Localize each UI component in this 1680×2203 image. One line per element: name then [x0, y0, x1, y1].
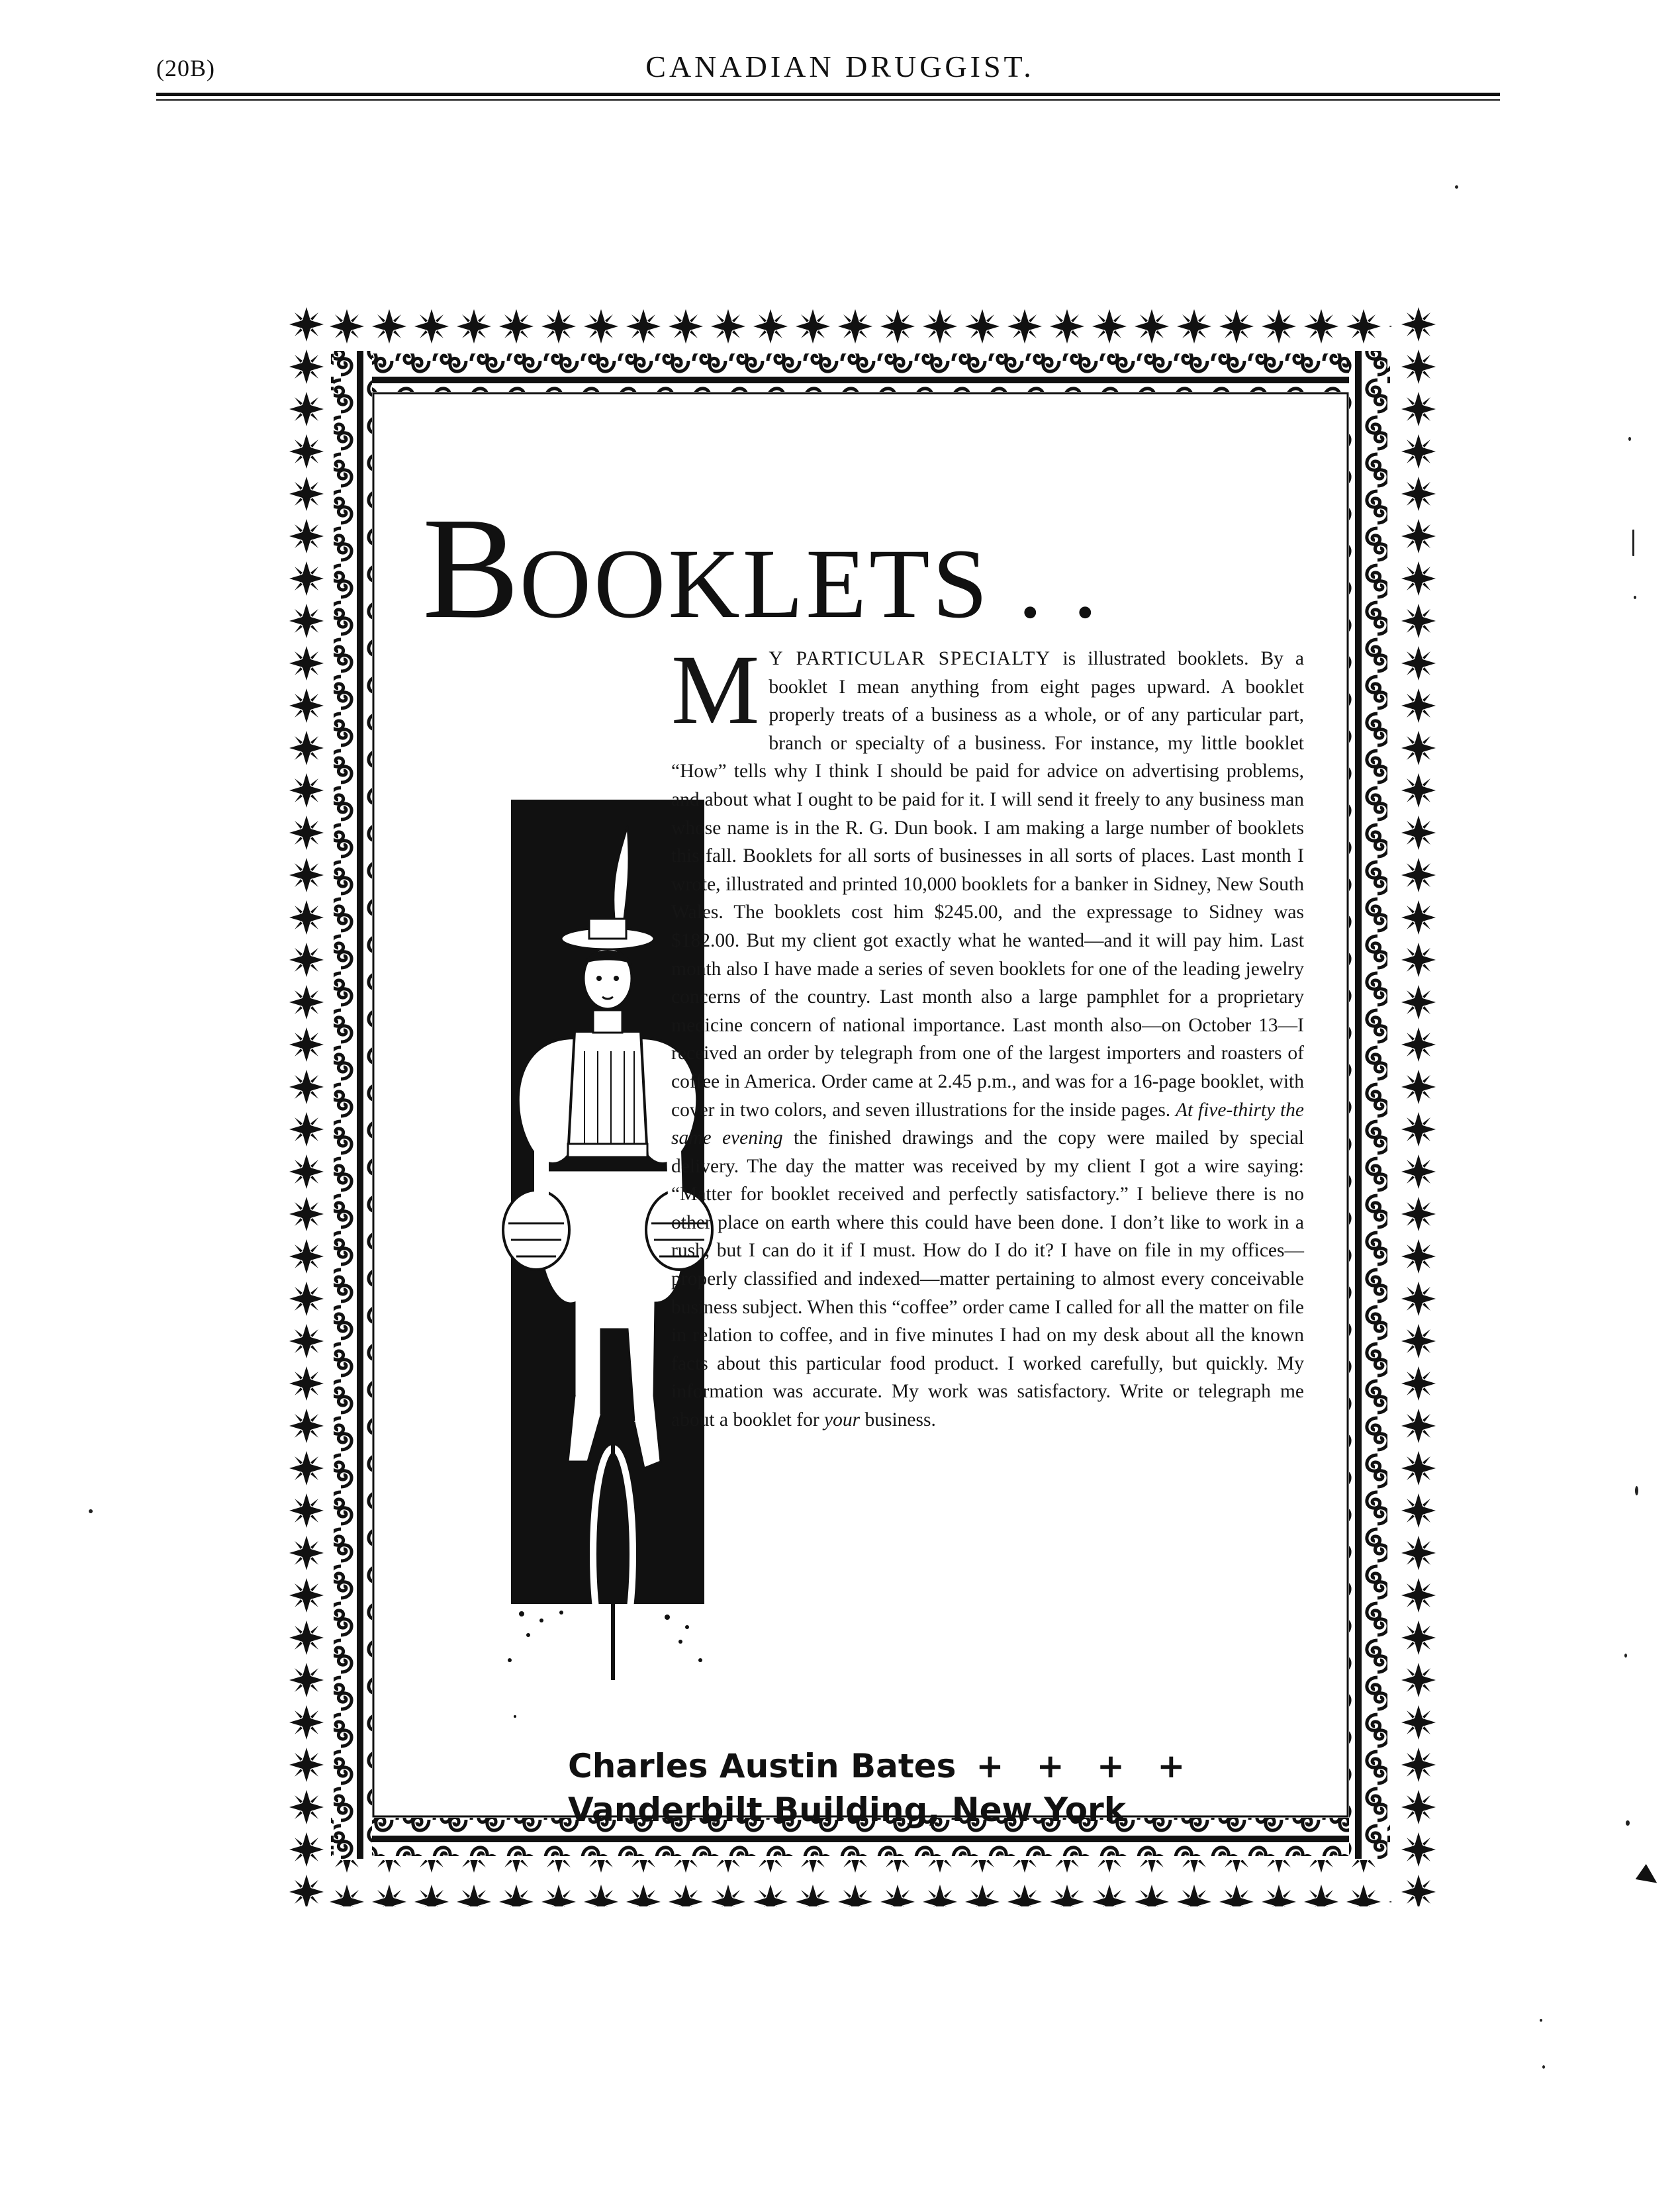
lead-in: Y PARTICULAR SPECIALTY — [769, 648, 1051, 669]
header-rule — [156, 93, 1500, 101]
page-number: (20B) — [156, 55, 215, 81]
advertisement-frame — [283, 303, 1438, 1906]
signature-name: Charles Austin Bates — [568, 1747, 957, 1785]
scan-speck — [1624, 1654, 1627, 1658]
title-rest: OOKLETS . . — [519, 529, 1101, 639]
scan-speck — [1542, 2065, 1545, 2069]
advertisement-content — [376, 396, 1345, 1829]
scan-speck — [1635, 1486, 1638, 1495]
scan-speck — [1634, 596, 1636, 599]
advertisement-title — [422, 487, 1101, 649]
running-head: CANADIAN DRUGGIST. — [645, 50, 1035, 83]
signature-address: Vanderbilt Building, New York — [568, 1791, 1126, 1829]
advertisement-body — [671, 635, 1305, 1434]
scan-speck — [1632, 530, 1634, 556]
title-initial: B — [422, 487, 520, 649]
body-text-end: business. — [860, 1409, 936, 1431]
italic-your: your — [824, 1409, 861, 1431]
scan-speck — [1455, 185, 1458, 189]
scan-speck — [1540, 2019, 1542, 2022]
italic-phrase: At five-thirty the same evening — [671, 1099, 1305, 1149]
signature-ornament: + + + + — [976, 1747, 1196, 1785]
signature-block — [568, 1744, 1195, 1832]
body-text: is illustrated booklets. By a booklet I mean anything from eight pages upward. A booklet properly treats of a business as a whole, or of any particular part, branch or specialty of a business. For instance, my little booklet “How” tells why I think I should be paid for advice on advertising problems, and about what I ought to be paid for it. I will send it freely to any business man whose name is in the R. G. Dun book. I am making a large number of booklets this fall. Booklets for all sorts of businesses in all sorts of places. Last month I wrote, illustrated and printed 10,000 booklets for a banker in Sidney, New South Wales. The booklets cost him $245.00, and the expressage to Sidney was $182.00. But my client got exactly what he wanted—and it will pay him. Last month also I have made a series of seven booklets for one of the leading jewelry concerns of the country. Last month also a large pamphlet for a proprietary medicine concern of national importance. Last month also—on October 13—I received an order by telegraph from one of the largest importers and roasters of coffee in America. Order came at 2.45 p.m., and was for a 16-page booklet, with cover in two colors, and seven illustrations for the inside pages. — [671, 648, 1304, 1121]
corner-arrow-mark — [1636, 1864, 1663, 1891]
drop-cap: M — [671, 635, 760, 745]
scan-speck — [89, 1509, 93, 1513]
scan-speck — [1626, 1820, 1630, 1826]
signature-line-name — [568, 1744, 1195, 1788]
body-text-continued: the finished drawings and the copy were mailed by special delivery. The day the matter was received by my client I got a wire saying: “Matter for booklet received and perfectly satisfactory.” I believe there is no other place on earth where this could have been done. I don’t like to work in a rush, but I can do it if I must. How do I do it? I have on file in my offices—properly classified and indexed—matter pertaining to almost every conceivable business subject. When this “coffee” order came I called for all the matter on file in relation to coffee, and in five minutes I had on my desk about all the known facts about this particular food product. I worked carefully, but quickly. My information was accurate. My work was satisfactory. Write or telegraph me about a booklet for — [671, 1127, 1304, 1431]
scan-speck — [1628, 437, 1631, 441]
